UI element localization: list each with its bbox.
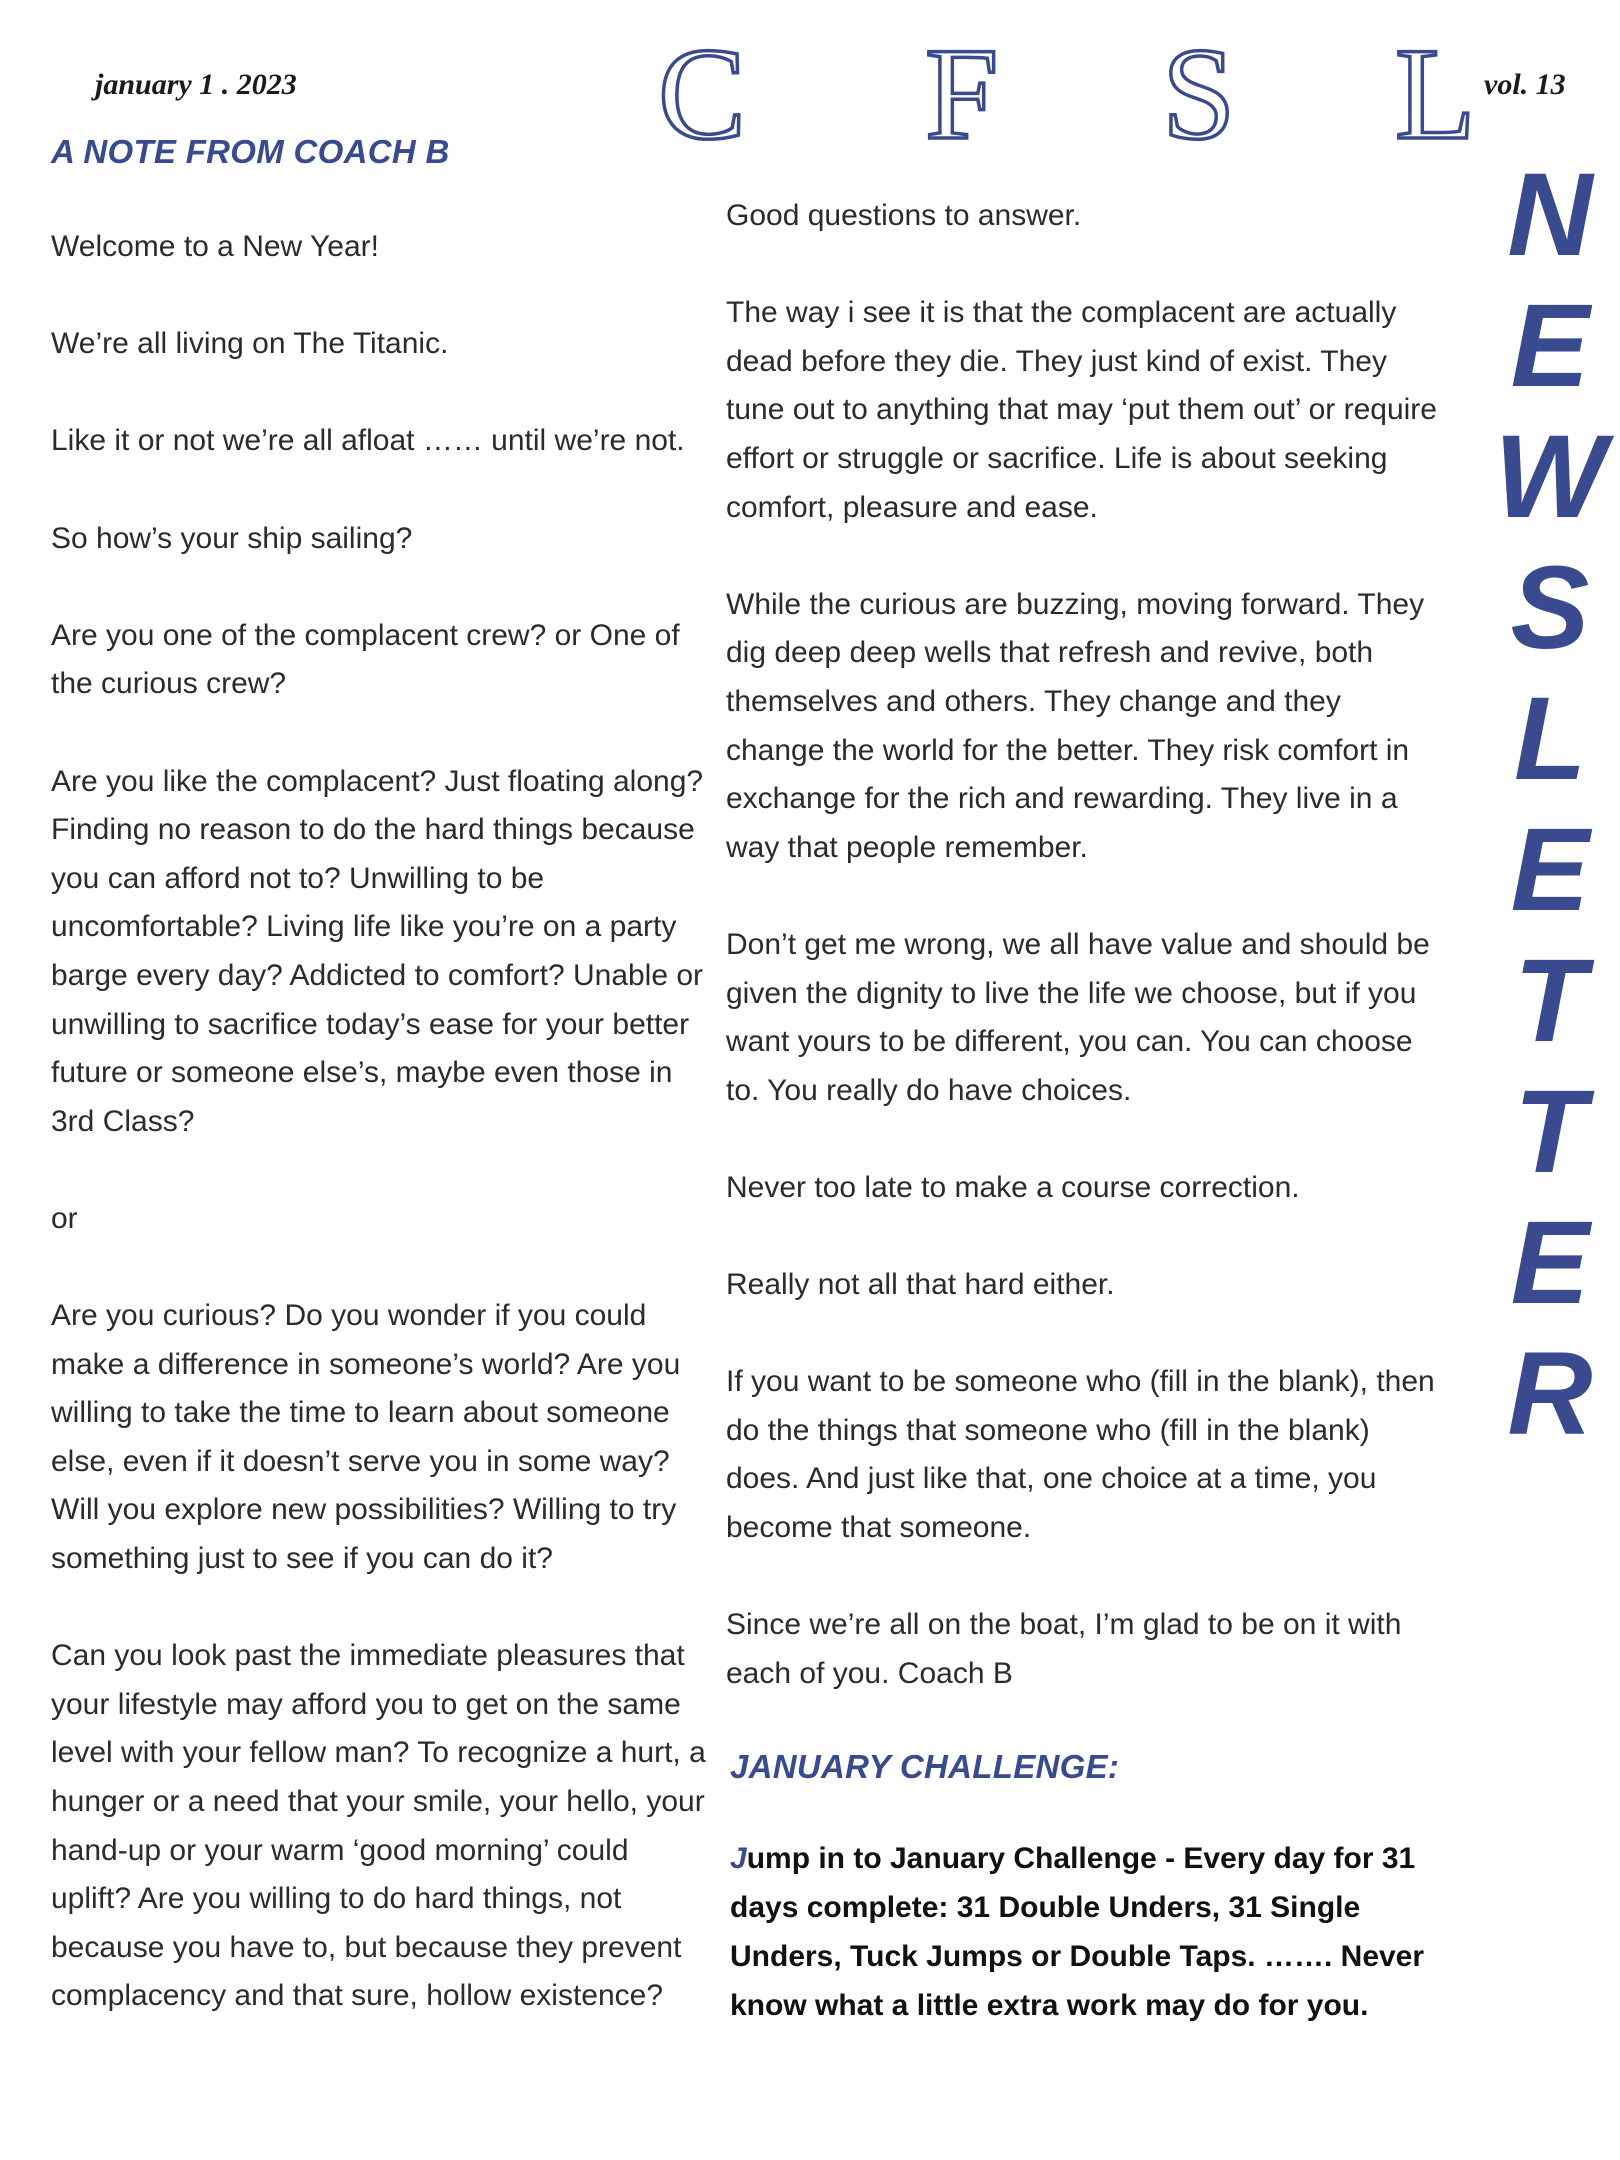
masthead-title [640,20,1480,167]
paragraph: We’re all living on The Titanic. [51,327,449,361]
paragraph: Are you like the complacent? Just floating along? Finding no reason to do the hard things because you can afford not to? Unwilling to be uncomfortable? Living life like you’re on a party barge every day? Addicted to comfort? Unable or unwilling to sacrifice today’s ease for your better future or someone else’s, maybe even those in 3rd Class? [51,764,704,1138]
coach-note-heading: A NOTE FROM COACH B [51,133,450,170]
volume-number: vol. 13 [1484,68,1566,101]
left-column [51,223,711,2070]
paragraph: Are you curious? Do you wonder if you could make a difference in someone’s world? Are you willing to take the time to learn about someone else, even if it doesn’t serve you in some way? Will you explore new possibilities? Willing to try something just to see if you can do it? [51,1299,681,1576]
paragraph: Never too late to make a course correction. [726,1170,1300,1204]
masthead-letter-l: L [1395,20,1476,167]
paragraph: Welcome to a New Year! [51,230,379,263]
paragraph: Don’t get me wrong, we all have value and should be given the dignity to live the life we choose, but if you want yours to be different, you can. You can choose to. You really do have choices. [726,927,1430,1107]
challenge-text [730,1834,1430,2030]
vertical-letter: T [1513,1066,1587,1198]
paragraph: Are you one of the complacent crew? or One of the curious crew? [51,618,680,701]
paragraph: So how’s your ship sailing? [51,521,413,555]
paragraph: Since we’re all on the boat, I’m glad to be on it with each of you. Coach B [726,1608,1402,1690]
vertical-letter: R [1507,1328,1593,1460]
newsletter-vertical-title [1480,150,1620,1460]
issue-date: january 1 . 2023 [95,68,297,101]
challenge-body: ump in to January Challenge - Every day for 31 days complete: 31 Double Unders, 31 Single Unders, Tuck Jumps or Double Taps. ……. Never know what a little extra work may do for you. [730,1842,1425,2022]
masthead-letter-f: F [925,20,999,167]
vertical-letter: L [1513,673,1587,805]
paragraph: Good questions to answer. [726,199,1082,232]
paragraph: While the curious are buzzing, moving forward. They dig deep deep wells that refresh and revive, both themselves and others. They change and they change the world for the better. They risk comfort in exchange for the rich and rewarding. They live in a way that people remember. [726,587,1425,864]
vertical-letter: E [1510,280,1590,412]
vertical-letter: E [1510,804,1590,936]
vertical-letter: S [1510,542,1590,674]
vertical-letter: T [1513,935,1587,1067]
paragraph: or [51,1201,78,1235]
challenge-heading: JANUARY CHALLENGE: [730,1748,1120,1785]
masthead-letter-s: S [1162,20,1236,167]
masthead-letter-c: C [658,20,747,167]
right-column [726,192,1446,1747]
vertical-letter: N [1507,149,1593,281]
vertical-letter: W [1494,411,1606,543]
paragraph: Like it or not we’re all afloat …… until we’re not. [51,424,685,458]
challenge-initial: J [730,1842,747,1875]
paragraph: Can you look past the immediate pleasures that your lifestyle may afford you to get on the same level with your fellow man? To recognize a hurt, a hunger or a need that your smile, your hello, your hand-up or your warm ‘good morning’ could uplift? Are you willing to do hard things, not because you have to, but because they prevent complacency and that sure, hollow existence? [51,1639,706,2013]
vertical-letter: E [1510,1197,1590,1329]
paragraph: The way i see it is that the complacent are actually dead before they die. They just kind of exist. They tune out to anything that may ‘put them out’ or require effort or struggle or sacrifice. Life is about seeking comfort, pleasure and ease. [726,296,1437,524]
paragraph: If you want to be someone who (fill in the blank), then do the things that someone who (fill in the blank) does. And just like that, one choice at a time, you become that someone. [726,1365,1435,1545]
paragraph: Really not all that hard either. [726,1268,1115,1302]
